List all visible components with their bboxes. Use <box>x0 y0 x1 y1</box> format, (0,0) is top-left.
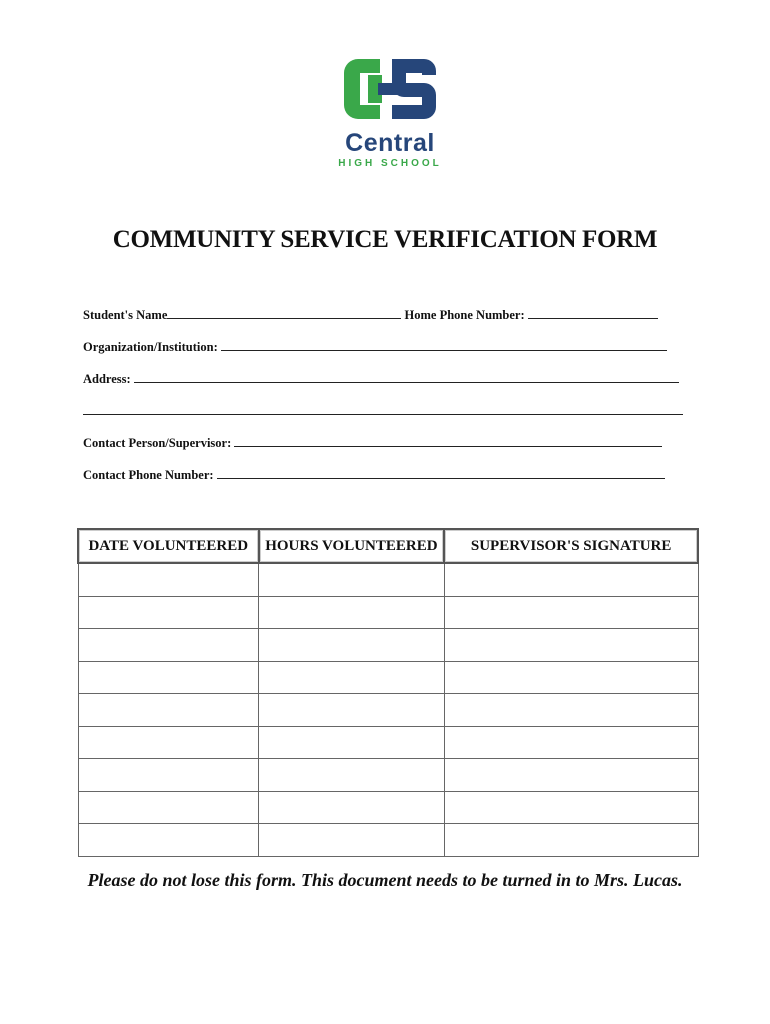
date-cell[interactable] <box>78 726 259 759</box>
hours-cell[interactable] <box>259 629 445 662</box>
student-name-row <box>83 306 658 323</box>
date-cell[interactable] <box>78 563 259 596</box>
table-row <box>78 759 698 792</box>
contact-person-line[interactable] <box>234 434 662 447</box>
organization-line[interactable] <box>221 338 667 351</box>
date-cell[interactable] <box>78 791 259 824</box>
hours-cell[interactable] <box>259 694 445 727</box>
address-row <box>83 370 679 387</box>
signature-cell[interactable] <box>444 596 698 629</box>
footer-note: Please do not lose this form. This document needs to be turned in to Mrs. Lucas. <box>87 870 683 890</box>
contact-person-label: Contact Person/Supervisor: <box>83 436 232 450</box>
date-cell[interactable] <box>78 661 259 694</box>
school-logo <box>310 55 470 175</box>
hours-cell[interactable] <box>259 791 445 824</box>
hours-volunteered-header: HOURS VOLUNTEERED <box>259 529 445 563</box>
date-cell[interactable] <box>78 629 259 662</box>
volunteer-log-table <box>77 528 699 857</box>
address-line[interactable] <box>134 370 679 383</box>
table-row <box>78 694 698 727</box>
contact-phone-label: Contact Phone Number: <box>83 468 214 482</box>
signature-cell[interactable] <box>444 791 698 824</box>
supervisor-signature-header: SUPERVISOR'S SIGNATURE <box>444 529 698 563</box>
school-name: Central <box>345 129 435 157</box>
hours-cell[interactable] <box>259 563 445 596</box>
contact-phone-line[interactable] <box>217 466 665 479</box>
organization-row <box>83 338 667 355</box>
hours-cell[interactable] <box>259 824 445 857</box>
date-cell[interactable] <box>78 596 259 629</box>
address-label: Address: <box>83 372 131 386</box>
school-subtitle: HIGH SCHOOL <box>338 158 442 169</box>
contact-phone-row <box>83 466 665 483</box>
signature-cell[interactable] <box>444 759 698 792</box>
hours-cell[interactable] <box>259 661 445 694</box>
date-cell[interactable] <box>78 759 259 792</box>
signature-cell[interactable] <box>444 694 698 727</box>
table-row <box>78 791 698 824</box>
home-phone-line[interactable] <box>528 306 658 319</box>
table-row <box>78 563 698 596</box>
date-volunteered-header: DATE VOLUNTEERED <box>78 529 259 563</box>
hours-cell[interactable] <box>259 759 445 792</box>
form-title: COMMUNITY SERVICE VERIFICATION FORM <box>112 226 658 253</box>
signature-cell[interactable] <box>444 661 698 694</box>
hours-cell[interactable] <box>259 726 445 759</box>
organization-label: Organization/Institution: <box>83 340 218 354</box>
address-row-2 <box>83 402 683 419</box>
table-row <box>78 661 698 694</box>
signature-cell[interactable] <box>444 629 698 662</box>
cs-monogram-icon <box>340 55 440 123</box>
signature-cell[interactable] <box>444 726 698 759</box>
table-row <box>78 824 698 857</box>
table-header-row <box>78 529 698 563</box>
contact-person-row <box>83 434 662 451</box>
address-line-2[interactable] <box>83 402 683 415</box>
table-row <box>78 629 698 662</box>
date-cell[interactable] <box>78 694 259 727</box>
signature-cell[interactable] <box>444 563 698 596</box>
student-name-label: Student's Name <box>83 308 168 322</box>
hours-cell[interactable] <box>259 596 445 629</box>
student-name-line[interactable] <box>167 306 401 319</box>
table-row <box>78 596 698 629</box>
home-phone-label: Home Phone Number: <box>404 308 525 322</box>
date-cell[interactable] <box>78 824 259 857</box>
signature-cell[interactable] <box>444 824 698 857</box>
table-row <box>78 726 698 759</box>
